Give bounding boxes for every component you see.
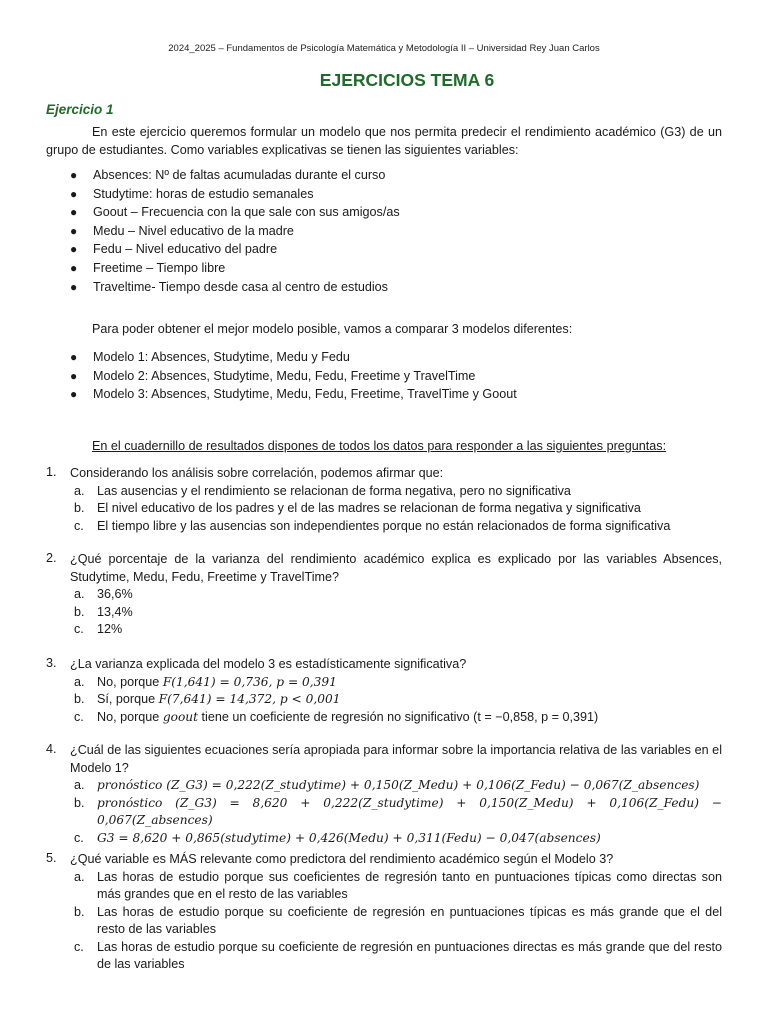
question-number: 4.: [46, 742, 57, 756]
variables-list: [46, 166, 400, 296]
list-item: ● Goout – Frecuencia con la que sale con sus amigos/as: [46, 203, 400, 222]
exercise-heading: Ejercicio 1: [46, 102, 114, 117]
list-item: ● Absences: Nº de faltas acumuladas durante el curso: [46, 166, 400, 185]
option-a: a. Las horas de estudio porque sus coeficientes de regresión tanto en puntuaciones típicas como directas son más grandes que en el resto de las variables: [74, 869, 722, 901]
question-text: ¿La varianza explicada del modelo 3 es estadísticamente significativa?: [70, 657, 467, 671]
option-b: b. 13,4%: [74, 604, 133, 619]
list-item: ● Modelo 1: Absences, Studytime, Medu y Fedu: [46, 348, 517, 367]
option-c: c. G3 = 8,620 + 0,865(studytime) + 0,426(Medu) + 0,311(Fedu) − 0,047(absences): [74, 830, 601, 845]
question-number: 2.: [46, 551, 57, 565]
models-list: [46, 348, 517, 404]
intro-paragraph: [46, 124, 722, 159]
option-c: c. El tiempo libre y las ausencias son independientes porque no están relacionados de forma significativa: [74, 518, 671, 533]
option-b: b. Las horas de estudio porque su coeficiente de regresión en puntuaciones típicas es más grande que el del resto de las variables: [74, 904, 722, 936]
option-c: c. Las horas de estudio porque su coeficiente de regresión en puntuaciones directas es más grande que del resto de las variables: [74, 939, 722, 971]
question-4: [46, 742, 722, 847]
option-c: c. 12%: [74, 622, 123, 636]
option-a: a. 36,6%: [74, 587, 133, 601]
question-1: [46, 465, 722, 535]
bullet-icon: ●: [70, 387, 78, 402]
question-text: Considerando los análisis sobre correlación, podemos afirmar que:: [70, 466, 444, 480]
option-a: a. pronóstico (Z_G3) = 0,222(Z_studytime) + 0,150(Z_Medu) + 0,106(Z_Fedu) − 0,067(Z_absences): [74, 778, 700, 792]
bullet-icon: ●: [70, 350, 78, 364]
option-b: b. pronóstico (Z_G3) = 8,620 + 0,222(Z_studytime) + 0,150(Z_Medu) + 0,106(Z_Fedu) − 0,067(Z_absences): [74, 795, 722, 827]
list-item: ● Modelo 3: Absences, Studytime, Medu, Fedu, Freetime, TravelTime y Goout: [46, 385, 517, 404]
list-item: ● Fedu – Nivel educativo del padre: [46, 240, 400, 259]
bullet-icon: ●: [70, 242, 78, 257]
equation: G3 = 8,620 + 0,865(studytime) + 0,426(Medu) + 0,311(Fedu) − 0,047(absences): [97, 830, 601, 845]
bullet-icon: ●: [70, 223, 78, 238]
option-a: a. No, porque F(1,641) = 0,736, p = 0,391: [74, 674, 337, 689]
results-note: En el cuadernillo de resultados dispones de todos los datos para responder a las siguientes preguntas:: [92, 439, 667, 453]
question-text: ¿Cuál de las siguientes ecuaciones sería apropiada para informar sobre la importancia relativa de las variables en el Modelo 1?: [70, 743, 722, 775]
question-text: ¿Qué porcentaje de la varianza del rendimiento académico explica es explicado por las variables Absences, Studytime, Medu, Fedu, Freetime y TravelTime?: [70, 552, 722, 584]
bullet-icon: ●: [70, 279, 78, 294]
list-item: ● Modelo 2: Absences, Studytime, Medu, Fedu, Freetime y TravelTime: [46, 367, 517, 386]
formula: F(7,641) = 14,372, p < 0,001: [158, 692, 341, 706]
question-text: ¿Qué variable es MÁS relevante como predictora del rendimiento académico según el Modelo 3?: [70, 852, 614, 866]
list-item: ● Traveltime- Tiempo desde casa al centro de estudios: [46, 278, 400, 297]
question-number: 3.: [46, 656, 57, 670]
bullet-icon: ●: [70, 205, 78, 220]
question-number: 1.: [46, 465, 57, 479]
list-item: ● Freetime – Tiempo libre: [46, 259, 400, 278]
option-a: a. Las ausencias y el rendimiento se relacionan de forma negativa, pero no significativa: [74, 483, 571, 498]
list-item: ● Medu – Nivel educativo de la madre: [46, 222, 400, 241]
page-title: EJERCICIOS TEMA 6: [319, 70, 495, 90]
question-2: [46, 551, 722, 639]
list-item: ● Studytime: horas de estudio semanales: [46, 185, 400, 204]
bullet-icon: ●: [70, 168, 78, 182]
bullet-icon: ●: [70, 368, 78, 383]
option-c: c. No, porque goout tiene un coeficiente de regresión no significativo (t = −0,858, p = 0,391): [74, 709, 599, 724]
bullet-icon: ●: [70, 186, 78, 201]
formula: F(1,641) = 0,736, p = 0,391: [162, 674, 337, 689]
intro-text: En este ejercicio queremos formular un modelo que nos permita predecir el rendimiento académico (G3) de un grupo de estudiantes. Como variables explicativas se tienen las siguientes variables:: [46, 125, 722, 157]
bullet-icon: ●: [70, 260, 78, 275]
equation: pronóstico (Z_G3) = 0,222(Z_studytime) + 0,150(Z_Medu) + 0,106(Z_Fedu) − 0,067(Z_absences): [97, 778, 700, 792]
formula: goout: [162, 709, 199, 724]
question-3: [46, 656, 722, 726]
equation: pronóstico (Z_G3) = 8,620 + 0,222(Z_studytime) + 0,150(Z_Medu) + 0,106(Z_Fedu) − 0,067(Z_absences): [97, 795, 722, 827]
page-header: 2024_2025 – Fundamentos de Psicología Matemática y Metodología II – Universidad Rey Juan Carlos: [168, 43, 600, 54]
option-b: b. Sí, porque F(7,641) = 14,372, p < 0,001: [74, 692, 341, 706]
question-5: [46, 851, 722, 974]
question-number: 5.: [46, 851, 57, 865]
option-b: b. El nivel educativo de los padres y el de las madres se relacionan de forma negativa y significativa: [74, 501, 641, 515]
models-intro: Para poder obtener el mejor modelo posible, vamos a comparar 3 modelos diferentes:: [92, 322, 573, 336]
